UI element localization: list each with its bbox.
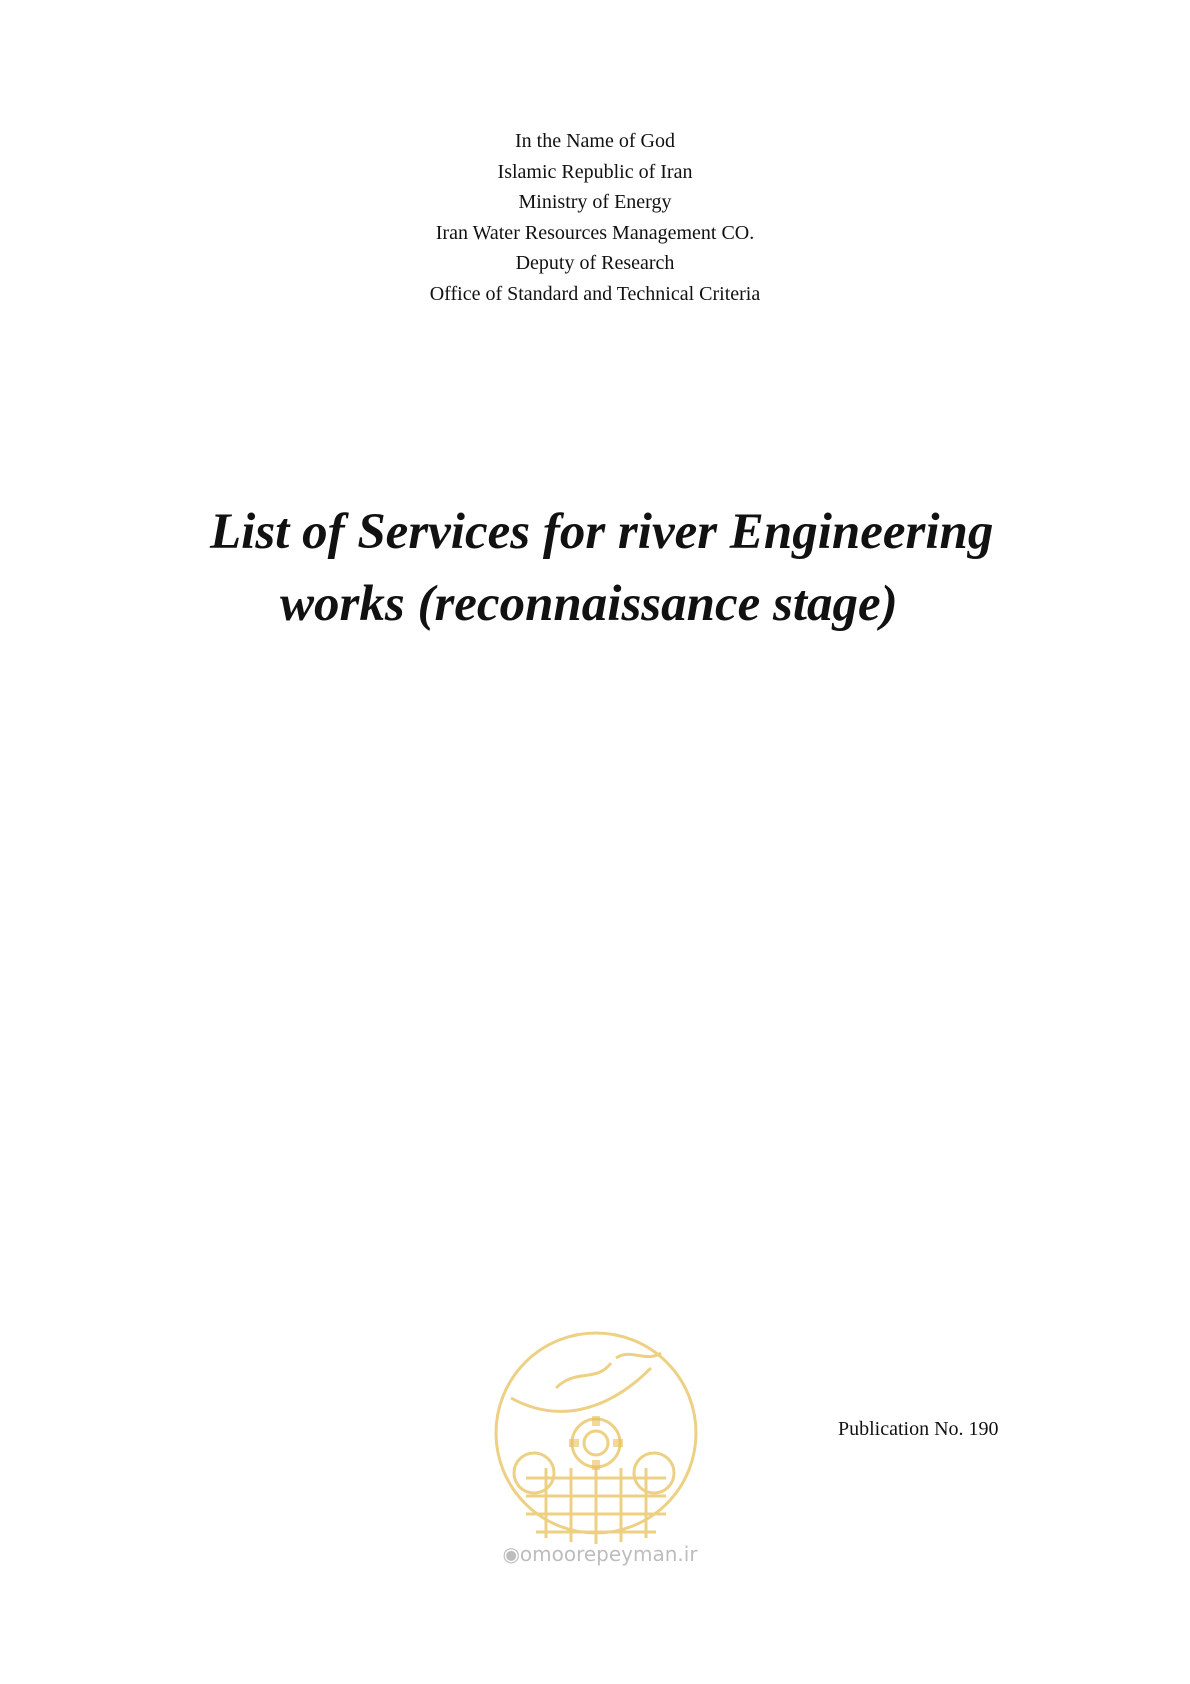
header-line: Iran Water Resources Management CO. [435, 221, 755, 244]
header-line: Islamic Republic of Iran [497, 160, 693, 183]
publication-number: Publication No. 190 [838, 1418, 999, 1440]
title-line-2: works (reconnaissance stage) [280, 576, 898, 632]
header-line: Ministry of Energy [518, 191, 672, 213]
watermark-url: ◉omoorepeyman.ir [502, 1542, 698, 1566]
header-line: Deputy of Research [515, 252, 675, 274]
header-line: Office of Standard and Technical Criteria [429, 282, 761, 305]
title-line-1: List of Services for river Engineering [210, 504, 994, 560]
globe-icon: ◉ [502, 1542, 520, 1566]
watermark-logo [486, 1328, 706, 1578]
issuer-header [0, 126, 1190, 309]
header-line: In the Name of God [515, 130, 675, 152]
